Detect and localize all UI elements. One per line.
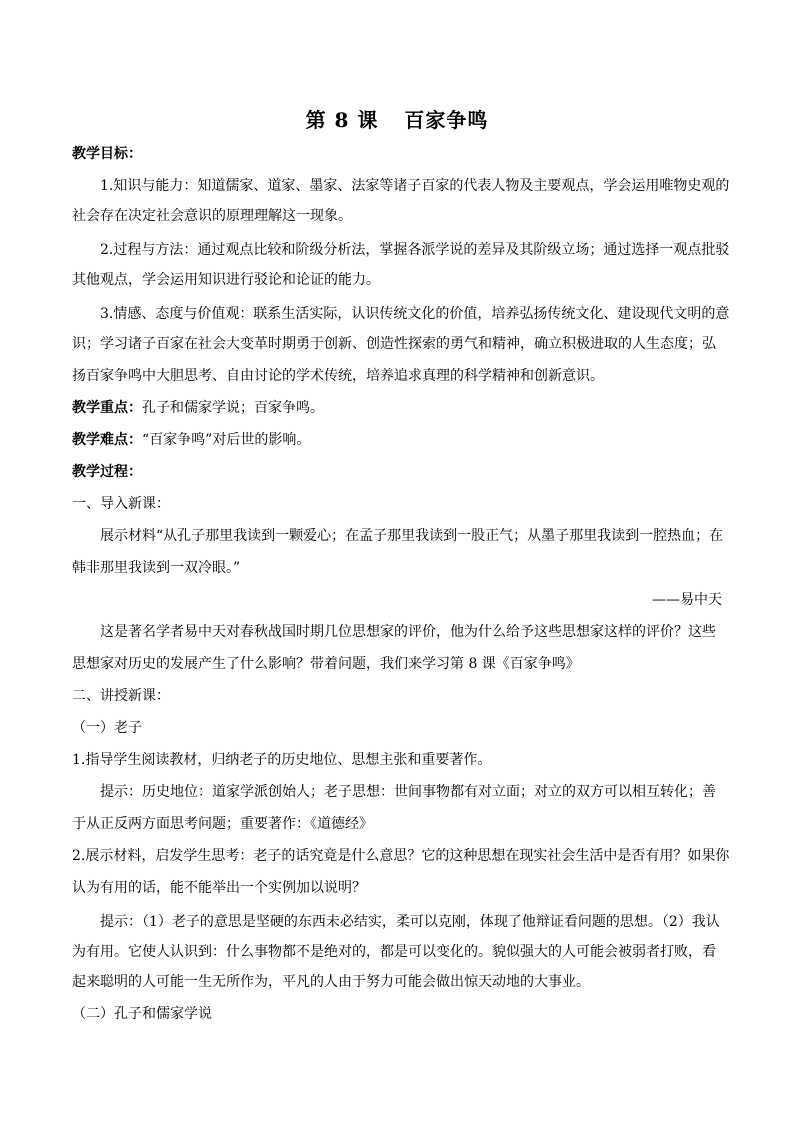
key-point	[72, 398, 324, 418]
difficulty-label: 教学难点：	[72, 432, 142, 448]
section-confucius-heading: （二）孔子和儒家学说	[72, 1006, 212, 1022]
teach-heading: 二、讲授新课：	[72, 688, 170, 704]
difficulty-point	[72, 430, 310, 450]
intro-quote-line-2: 韩非那里我读到一双冷眼。”	[72, 560, 241, 576]
laozi-task-2-line-1: 2.展示材料，启发学生思考：老子的话究竟是什么意思？它的这种思想在现实社会生活中是否有用？如果你	[72, 848, 730, 864]
goal-1-line-2: 社会存在决定社会意识的原理理解这一现象。	[72, 208, 352, 224]
section-laozi-heading: （一）老子	[72, 720, 142, 736]
intro-quote-line-1: 展示材料“从孔子那里我读到一颗爱心；在孟子那里我读到一股正气；从墨子那里我读到一腔热血；在	[100, 528, 724, 544]
goal-3-line-1: 3.情感、态度与价值观：联系生活实际，认识传统文化的价值，培养弘扬传统文化、建设现代文明的意	[100, 306, 730, 322]
key-point-label: 教学重点：	[72, 400, 142, 416]
process-heading: 教学过程：	[72, 464, 142, 480]
goals-heading: 教学目标：	[72, 146, 142, 162]
hint-2-line-3: 起来聪明的人可能一生无所作为，平凡的人由于努力可能会做出惊天动地的大事业。	[72, 974, 590, 990]
hint-2-line-1: 提示：（1）老子的意思是坚硬的东西未必结实，柔可以克刚，体现了他辩证看问题的思想。（2）我认	[100, 914, 720, 930]
hint-2-line-2: 为有用。它使人认识到：什么事物都不是绝对的，都是可以变化的。貌似强大的人可能会被弱者打败，看	[72, 944, 716, 960]
goal-1-line-1: 1.知识与能力：知道儒家、道家、墨家、法家等诸子百家的代表人物及主要观点，学会运用唯物史观的	[100, 178, 730, 194]
lesson-name: 百家争鸣	[404, 108, 489, 132]
laozi-task-1: 1.指导学生阅读教材，归纳老子的历史地位、思想主张和重要著作。	[72, 752, 492, 768]
hint-1-line-2: 于从正反两方面思考问题；重要著作：《道德经》	[72, 816, 373, 832]
key-point-text: 孔子和儒家学说；百家争鸣。	[142, 400, 324, 416]
intro-paragraph-line-1: 这是著名学者易中天对春秋战国时期几位思想家的评价，他为什么给予这些思想家这样的评价？这些	[100, 624, 716, 640]
intro-paragraph-line-2: 思想家对历史的发展产生了什么影响？带着问题，我们来学习第 8 课《百家争鸣》	[72, 656, 580, 672]
goal-3-line-2: 识；学习诸子百家在社会大变革时期勇于创新、创造性探索的勇气和精神，确立积极进取的人生态度；弘	[72, 336, 716, 352]
intro-heading: 一、导入新课：	[72, 496, 170, 512]
goal-2-line-1: 2.过程与方法：通过观点比较和阶级分析法，掌握各派学说的差异及其阶级立场；通过选择一观点批驳	[100, 242, 730, 258]
difficulty-text: “百家争鸣”对后世的影响。	[142, 432, 311, 448]
goal-3-line-3: 扬百家争鸣中大胆思考、自由讨论的学术传统，培养追求真理的科学精神和创新意识。	[72, 368, 604, 384]
lesson-number: 第 8 课	[305, 108, 379, 132]
quote-attribution: ——易中天	[652, 592, 722, 608]
goal-2-line-2: 其他观点，学会运用知识进行驳论和论证的能力。	[72, 272, 380, 288]
laozi-task-2-line-2: 认为有用的话，能不能举出一个实例加以说明？	[72, 880, 366, 896]
page-title	[0, 104, 794, 133]
hint-1-line-1: 提示：历史地位：道家学派创始人；老子思想：世间事物都有对立面；对立的双方可以相互转化；善	[100, 784, 716, 800]
